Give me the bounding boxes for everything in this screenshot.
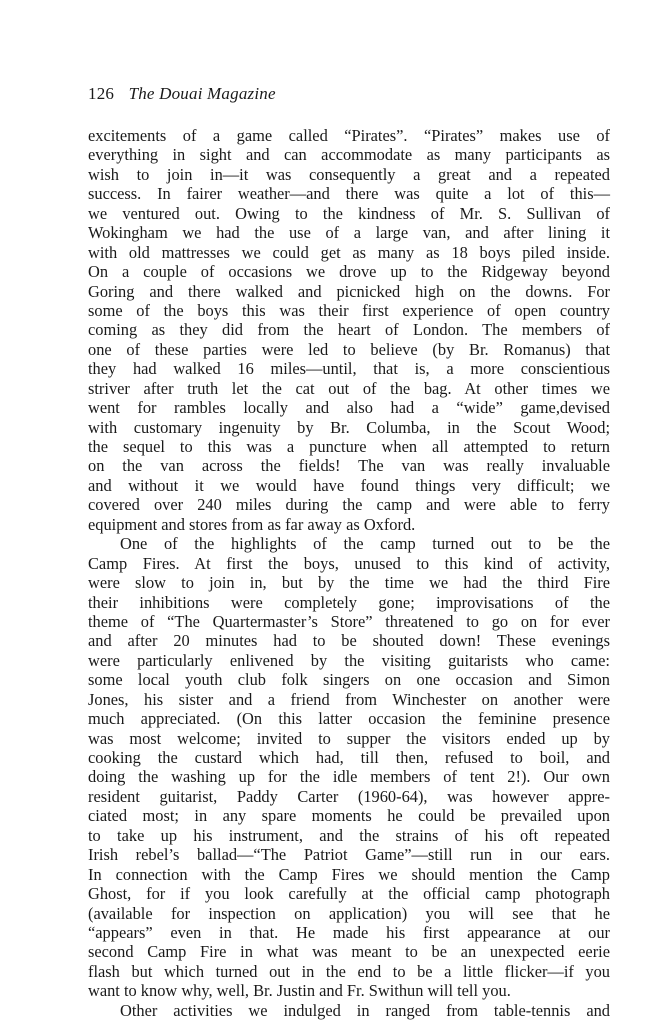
- text-line: and without it we would have found things very difficult; we: [88, 475, 610, 495]
- text-line: Other activities we indulged in ranged from table-tennis and: [120, 1000, 610, 1020]
- text-line: coming as they did from the heart of London. The members of: [88, 320, 610, 340]
- text-line: resident guitarist, Paddy Carter (1960-64), was however appre-: [88, 786, 610, 806]
- text-line: with customary ingenuity by Br. Columba, in the Scout Wood;: [88, 417, 610, 437]
- text-line: with old mattresses we could get as many as 18 boys piled inside.: [88, 242, 610, 262]
- paragraph: [88, 534, 610, 1001]
- text-line: “appears” even in that. He made his first appearance at our: [88, 922, 610, 942]
- text-line: they had walked 16 miles—until, that is, a more conscientious: [88, 359, 610, 379]
- text-line: was most welcome; invited to supper the visitors ended up by: [88, 728, 610, 748]
- text-line: to take up his instrument, and the strains of his oft repeated: [88, 825, 610, 845]
- text-line: everything in sight and can accommodate as many participants as: [88, 145, 610, 165]
- text-line: second Camp Fire in what was meant to be an unexpected eerie: [88, 942, 610, 962]
- text-line: On a couple of occasions we drove up to the Ridgeway beyond: [88, 262, 610, 282]
- page-number: 126: [88, 84, 115, 103]
- text-line: flash but which turned out in the end to be a little flicker—if you: [88, 961, 610, 981]
- text-line: Jones, his sister and a friend from Winchester on another were: [88, 689, 610, 709]
- text-line: equipment and stores from as far away as Oxford.: [88, 514, 416, 534]
- magazine-page: [88, 84, 610, 1020]
- text-line: excitements of a game called “Pirates”. “Pirates” makes use of: [88, 126, 610, 145]
- text-line: covered over 240 miles during the camp and were able to ferry: [88, 495, 610, 515]
- text-line: ciated most; in any spare moments he could be prevailed upon: [88, 806, 610, 826]
- text-line: In connection with the Camp Fires we should mention the Camp: [88, 864, 610, 884]
- paragraph: [88, 126, 610, 534]
- text-line: cooking the custard which had, till then, refused to boil, and: [88, 748, 610, 767]
- text-line: their inhibitions were completely gone; improvisations of the: [88, 592, 610, 612]
- text-line: were particularly enlivened by the visiting guitarists who came:: [88, 650, 610, 670]
- text-line: Irish rebel’s ballad—“The Patriot Game”—still run in our ears.: [88, 845, 610, 865]
- text-line: much appreciated. (On this latter occasion the feminine presence: [88, 709, 610, 729]
- text-line: some of the boys this was their first experience of open country: [88, 300, 610, 320]
- text-line: One of the highlights of the camp turned out to be the: [120, 534, 610, 554]
- running-head: [88, 84, 610, 104]
- text-line: on the van across the fields! The van was really invaluable: [88, 456, 610, 476]
- text-line: went for rambles locally and also had a “wide” game,devised: [88, 398, 610, 418]
- text-line: one of these parties were led to believe (by Br. Romanus) that: [88, 339, 610, 359]
- article-body: [88, 126, 610, 1020]
- text-line: some local youth club folk singers on one occasion and Simon: [88, 670, 610, 690]
- text-line: theme of “The Quartermaster’s Store” threatened to go on for ever: [88, 611, 610, 631]
- magazine-title: The Douai Magazine: [128, 84, 276, 103]
- text-line: and after 20 minutes had to be shouted down! These evenings: [88, 631, 610, 651]
- text-line: doing the washing up for the idle members of tent 2!). Our own: [88, 767, 610, 787]
- text-line: were slow to join in, but by the time we had the third Fire: [88, 573, 610, 593]
- text-line: wish to join in—it was consequently a great and a repeated: [88, 164, 610, 184]
- text-line: Wokingham we had the use of a large van, and after lining it: [88, 223, 610, 243]
- text-line: want to know why, well, Br. Justin and Fr. Swithun will tell you.: [88, 981, 511, 1001]
- paragraph: [88, 1001, 610, 1020]
- text-line: Goring and there walked and picnicked high on the downs. For: [88, 281, 610, 301]
- text-line: (available for inspection on application) you will see that he: [88, 903, 610, 923]
- text-line: Ghost, for if you look carefully at the official camp photograph: [88, 884, 610, 904]
- text-line: Camp Fires. At first the boys, unused to this kind of activity,: [88, 553, 610, 573]
- text-line: we ventured out. Owing to the kindness of Mr. S. Sullivan of: [88, 203, 610, 223]
- text-line: striver after truth let the cat out of the bag. At other times we: [88, 378, 610, 398]
- text-line: the sequel to this was a puncture when all attempted to return: [88, 437, 610, 456]
- text-line: success. In fairer weather—and there was quite a lot of this—: [88, 184, 610, 204]
